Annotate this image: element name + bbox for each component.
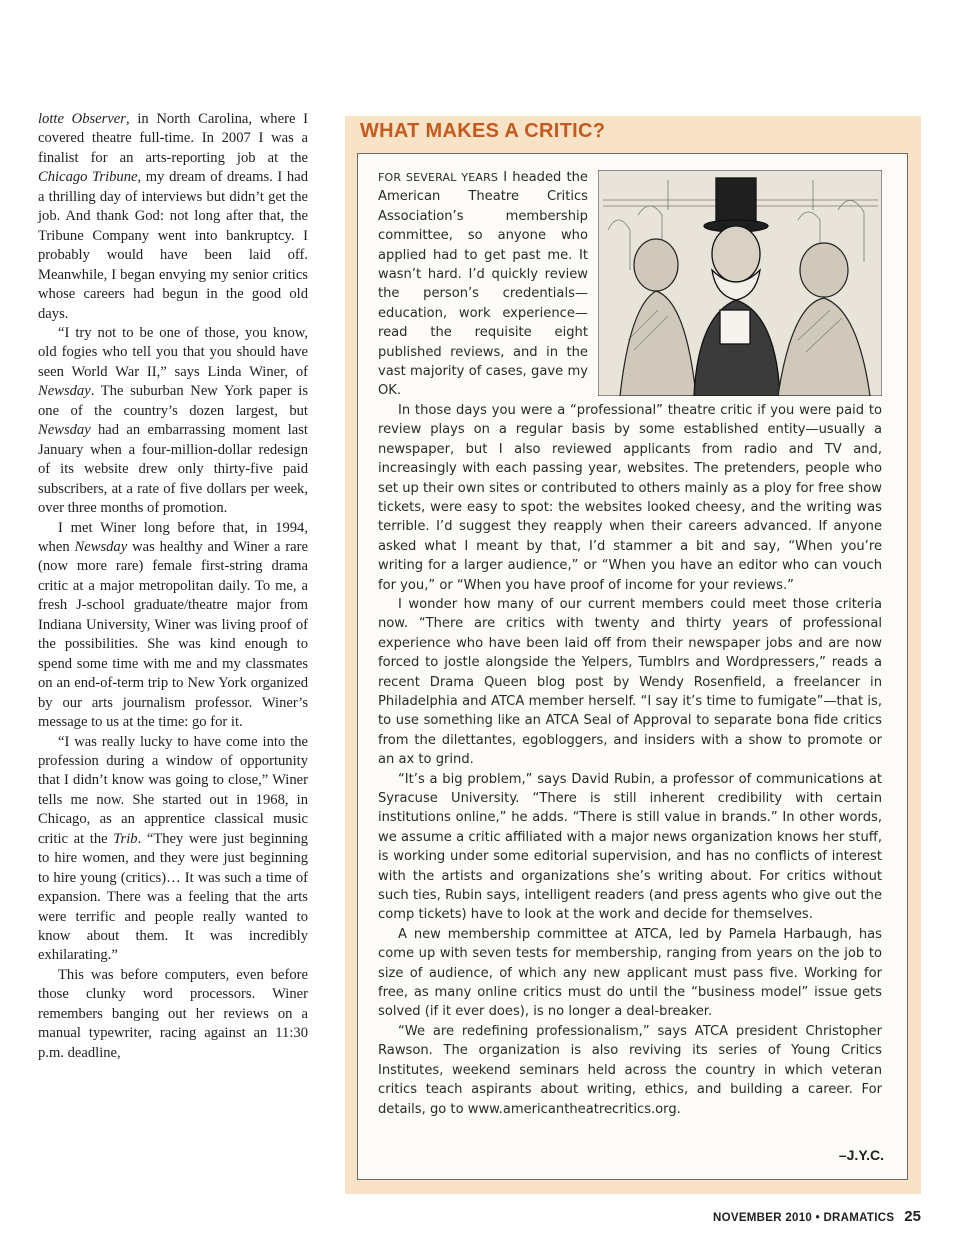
sidebar-paragraph: A new membership committee at ATCA, led by Pamela Harbaugh, has come up with seven tests for membership, ranging from years on the job to size of audience, of which any new applicant must pass five. Working for free, as many online critics must do until the “business model” issue gets solved (if it ever does), is no longer a deal-breaker. (378, 926, 882, 1020)
text: I met Winer long before that, in 1994, when (38, 519, 308, 555)
italic-text: lotte Observer (38, 111, 126, 127)
paragraph (38, 519, 308, 733)
body-column (38, 110, 308, 1063)
sidebar-box (357, 153, 908, 1180)
text: . “They were just beginning to hire women, and they were just beginning to hire young (critics)… It was such a time of expansion. There was a feeling that the arts were terrific and people really wanted to know about them. It was incredibly exhilarating.” (38, 830, 308, 964)
paragraph (38, 324, 308, 519)
sidebar-text (378, 168, 882, 1119)
page-footer (713, 1208, 921, 1226)
sidebar-title: WHAT MAKES A CRITIC? (360, 120, 606, 142)
paragraph: This was before computers, even before those clunky word processors. Winer remembers banging out her reviews on a manual typewriter, racing against an 11:30 p.m. deadline, (38, 966, 308, 1061)
italic-text: Chicago Tribune (38, 169, 138, 186)
italic-text: Newsday (74, 538, 128, 555)
text: was healthy and Winer a rare (now more rare) female first-string drama critic at a major metropolitan daily. To me, a fresh J-school graduate/theatre major from Indiana University, Winer was living proof of the possibilities. She was kind enough to spend some time with me and my classmates on an end-of-term trip to New York organized by our arts journalism professor. Winer’s message to us at the time: go for it. (38, 538, 308, 731)
sidebar-paragraph: “We are redefining professionalism,” says ATCA president Christopher Rawson. The organization is also reviving its series of Young Critics Institutes, weekend seminars held across the country in which veteran critics teach aspirants about writing, ethics, and building a career. For details, go to www.americantheatrecritics.org. (378, 1023, 882, 1117)
text: I headed the American Theatre Critics Association’s membership committee, so anyone who applied had to get past me. It wasn’t hard. I’d quickly review the person’s credentials—education, work experience—read the requisite eight published reviews, and in the vast majority of cases, gave my OK. (378, 170, 588, 399)
text: “I try not to be one of those, you know, old fogies who tell you that you should have seen World War II,” says Linda Winer, of (38, 324, 308, 380)
paragraph (38, 110, 308, 324)
text: , in North Carolina, where I covered theatre full-time. In 2007 I was a finalist for an arts-reporting job at the (38, 111, 308, 166)
paragraph (38, 733, 308, 966)
text: had an embarrassing moment last January when a four-million-dollar redesign of its website drew only thirty-five paid subscribers, at a rate of five dollars per week, over three months of promotion. (38, 422, 308, 517)
italic-text: Trib (113, 830, 138, 847)
sidebar-paragraph: “It’s a big problem,” says David Rubin, a professor of communications at Syracuse University. “There is still inherent credibility with certain institutions online,” he adds. “There is still value in brands.” In other words, we assume a critic affiliated with a major news organization knows her stuff, is working under some editorial supervision, and has no conflicts of interest with the artists and organizations she’s writing about. For critics without such ties, Rubin says, intelligent readers (and press agents who give out the comp tickets) have to look at the work and decide for themselves. (378, 771, 882, 923)
italic-text: Newsday (38, 383, 91, 400)
sidebar-paragraph: I wonder how many of our current members could meet those criteria now. “There are critics with twenty and thirty years of professional experience who have been laid off from their newspaper jobs and are now forced to jostle alongside the Yelpers, Tumblrs and Wordpressers,” reads a recent Drama Queen blog post by Wendy Rosenfield, a freelancer in Philadelphia and ATCA member herself. “I say it’s time to fumigate”—that is, to use something like an ATCA Seal of Approval to separate bona fide critics from the dilettantes, egobloggers, and insiders with a show to promote or an ax to grind. (378, 596, 882, 768)
footer-issue: NOVEMBER 2010 • DRAMATICS (713, 1212, 895, 1224)
italic-text: Newsday (38, 422, 91, 439)
sidebar-panel (345, 116, 921, 1194)
cartoon-illustration (598, 170, 882, 396)
text: . The suburban New York paper is one of the country’s dozen largest, but (38, 383, 308, 419)
page-number: 25 (904, 1208, 921, 1225)
sidebar-paragraph: In those days you were a “professional” theatre critic if you were paid to review plays on a regular basis by some established entity—usually a newspaper, but I also reviewed applicants from radio and TV and, increasingly with each passing year, websites. The pretenders, people who set up their own sites or contributed to others mainly as a ploy for free show tickets, were easy to spot: the websites looked cheesy, and the writing was terrible. I’d suggest they reapply when their careers advanced. If anyone asked what I meant by that, I’d stammer a bit and say, “When you’re writing for a larger audience,” or “When you have an editor who can vouch for you,” or “When you have proof of income for your reviews.” (378, 402, 882, 593)
text: “I was really lucky to have come into the profession during a window of opportunity that I didn’t know was going to close,” Winer tells me now. She started out in 1968, in Chicago, as an apprentice classical music critic at the (38, 733, 308, 847)
author-signature: –J.Y.C. (838, 1147, 884, 1163)
lead-small-caps: FOR SEVERAL YEARS (378, 171, 499, 184)
text: , my dream of dreams. I had a thrilling day of interviews but didn’t get the job. And thank God: not long after that, the Tribune Company went into bankruptcy. I probably would have been laid off. Meanwhile, I began envying my senior critics whose careers had begun in the good old days. (38, 169, 309, 322)
